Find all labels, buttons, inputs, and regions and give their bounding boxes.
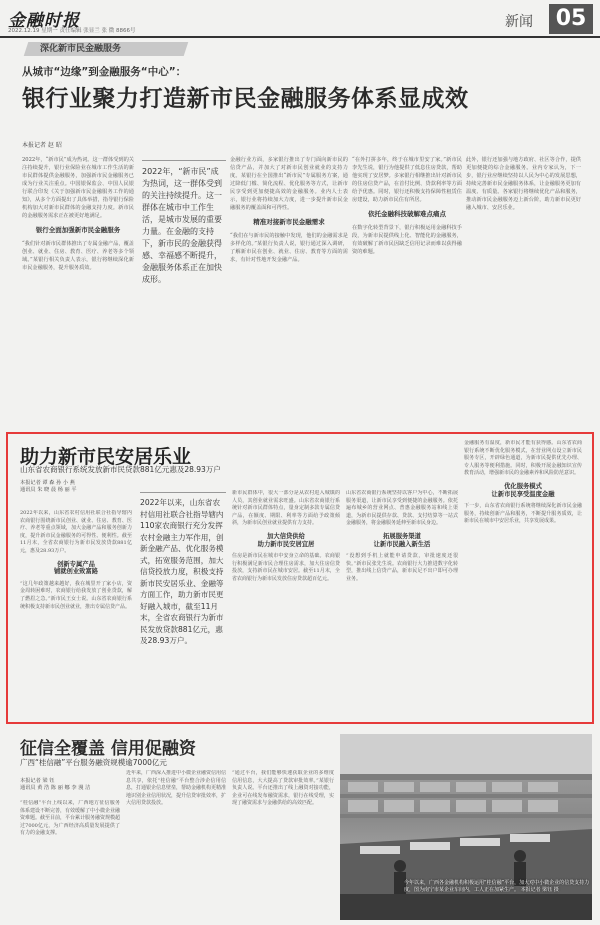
article3-column-1 <box>20 800 120 918</box>
article1-subhead-2: 精准对接新市民金融需求 <box>253 218 325 226</box>
article2-subhead-2: 加大信贷供给 助力新市民安居宜居 <box>257 532 315 548</box>
article1-paragraph: “我们在与新市民的接触中发现，他们的金融需求是多样化的。”某银行负责人说，银行通过深入调研，了解新市民在创业、就业、住房、教育等方面的需求，有针对性地开发金融产品。 <box>230 233 348 263</box>
article1-byline: 本报记者 赵 昭 <box>22 142 62 149</box>
page-number: 05 <box>549 4 593 34</box>
article2-subhead-3: 拓展服务渠道 让新市民融入新生活 <box>373 532 431 548</box>
article1-paragraph: 2022年，“新市民”成为热词。这一群体受到的关注持续提升，银行业保险业在城市工作生活的新市民群体提供金融服务，加强新市民金融服务已成为行业关注重点。中国银保监会、中国人民银行联合印发《关于加强新市民金融服务工作的通知》，从多个方面提出了具体举措，指导银行保险机构加大对新市民群体的金融支持力度。新市民的金融服务需求正在被更好地满足。 <box>22 157 134 219</box>
article2-paragraph: 金融服务有温度，新市民才能有获得感。山东省农商银行系统不断优化服务模式，在营业网点设立新市民服务专区，开辟绿色通道，为新市民提供优先办理、专人服务等便利措施。同时，积极开展金融知识宣传教育活动，增强新市民的金融素养和风险防范意识。 <box>464 440 582 477</box>
article1-subhead-3: 依托金融科技破解难点痛点 <box>368 210 446 218</box>
article1-subhead-1: 银行全面加强新市民金融服务 <box>35 226 121 234</box>
article2-column-1 <box>20 510 132 726</box>
article1-pullquote: 2022年，“新市民”成为热词，这一群体受到的关注持续提升。这一群体在城市中工作生活，是城市发展的重要力量。在金融的支持下，新市民的金融获得感、幸福感不断提升，金融服务体系正在加快成形。 <box>142 167 222 284</box>
article3-paragraph: 近年来，广西深入推进中小微企业融资信用信息共享，依托“桂信融”平台整合涉企信用信息，打通银企信息壁垒，帮助金融机构更精准地识别企业信用状况，提升信贷审批效率，扩大信用贷款投放。 <box>126 770 226 807</box>
article1-column-1 <box>22 156 134 428</box>
article1-paragraph: 此外，银行还加强与地方政府、社区等合作，提供更加便捷的综合金融服务。业内专家认为，下一步，银行业应继续坚持以人民为中心的发展思想，持续完善新市民金融服务体系，让金融服务更加有温度、有质量。各家银行将继续优化产品和服务，推动新市民金融服务迈上新台阶，助力新市民更好融入城市、安居乐业。 <box>466 157 581 211</box>
article2-paragraph: 下一步，山东省农商银行系统将继续深化新市民金融服务，持续创新产品和服务，不断提升服务质效，让新市民在城市中安居乐业，共享发展成果。 <box>464 503 582 525</box>
article2-paragraph: 山东省农商银行系统坚持以客户为中心，不断拓展服务渠道，让新市民享受到便捷的金融服务。依托遍布城乡的营业网点、普惠金融服务站和线上渠道，为新市民提供存款、贷款、支付结算等一站式金融服务，将金融服务延伸至新市民身边。 <box>346 490 458 527</box>
article2-column-2 <box>232 490 340 716</box>
article1-paragraph: 金融行业方面，多家银行推出了专门面向新市民的信贷产品，并加大了对新市民创业就业的支持力度。某银行在全国推出“新市民”专属服务方案，通过降低门槛、简化流程、优化服务等方式，让新市民享受到更加便捷高效的金融服务。业内人士表示，银行业将持续加大力度，进一步提升新市民金融服务的覆盖面和可得性。 <box>230 157 348 211</box>
article2-byline: 本报记者 谭 森 孙 小 燕 通讯员 朱 晓 晨 杨 丽 平 <box>20 480 77 493</box>
article1-headline: 银行业聚力打造新市民金融服务体系显成效 <box>22 86 469 112</box>
article3-byline: 本报记者 梁 钰 通讯员 黄 浩 陈 丽 娜 李 漫 洁 <box>20 778 91 791</box>
newspaper-logo: 金融时报 <box>8 11 80 31</box>
issue-meta: 2022.12.19 星期一 责任编辑 张显兰 张 微 8866号 <box>8 28 136 34</box>
article1-column-4 <box>466 156 581 428</box>
article1-paragraph: “我们针对新市民群体推出了专属金融产品，覆盖创业、就业、住房、教育、医疗、养老等多个领域。”某银行相关负责人表示，银行将继续深化新市民金融服务，提升服务质效。 <box>22 241 134 271</box>
article1-paragraph: “在外打拼多年，终于在城市里安了家。”新市民李先生说，银行为他提供了低息住房贷款，帮助他实现了安居梦。多家银行相继推出针对新市民的住房信贷产品，在首付比例、贷款利率等方面给予优惠。同时，银行还积极支持保障性租赁住房建设，助力新市民住有所居。 <box>352 157 462 203</box>
article3-paragraph: “通过平台，我们能够快速获取企业的多维度信用信息，大大提高了贷款审批效率。”某银行负责人说。平台还推出了线上融资对接功能，企业可在线发布融资需求，银行在线受理，实现了融资需求与金融供给的高效匹配。 <box>232 770 334 807</box>
photo-caption: 今年以来，广西各金融机构积极运用“桂信融”平台，加大对中小微企业的信贷支持力度，图为南宁市某企业车间内，工人正在加紧生产。 本报记者 梁钰 摄 <box>404 880 590 893</box>
article2-pullquote: 2022年以来，山东省农村信用社联合社指导辖内110家农商银行充分发挥农村金融主力军作用，创新金融产品、优化服务模式，拓宽服务范围，加大信贷投放力度，积极支持新市民安居乐业、金融等方面工作，助力新市民更好融入城市，截至11月末，全省农商银行为新市民发放贷款881亿元，惠及28.93万户。 <box>140 492 226 647</box>
article2-paragraph: “没想到手机上就能申请贷款，审批速度还很快。”新市民张先生说。农商银行大力推进数字化转型，推出线上信贷产品，新市民足不出户即可办理业务。 <box>346 553 458 582</box>
section-label: 新闻 <box>505 14 533 30</box>
article2-paragraph: 新市民群体中，很大一部分是从农村进入城镇的人员，其创业就业需求旺盛。山东省农商银行系统针对新市民群体特点，量身定制多款专属信贷产品，在额度、期限、利率等方面给予政策倾斜，为新市民创业就业提供有力支持。 <box>232 490 340 527</box>
factory-photo <box>340 734 592 920</box>
article1-column-3 <box>352 156 462 428</box>
article1-paragraph: 在数字化转型背景下，银行积极运用金融科技手段，为新市民提供线上化、智能化的金融服务，有效破解了新市民因缺乏信用记录而难以获得融资的难题。 <box>352 225 462 255</box>
article2-headline: 助力新市民安居乐业 <box>20 446 192 468</box>
article2-subheadline: 山东省农商银行系统发放新市民贷款881亿元惠及28.93万户 <box>20 465 221 474</box>
article3-column-3 <box>232 770 334 918</box>
article2-column-3 <box>346 490 458 716</box>
article2-paragraph: 2022年以来，山东省农村信用社联合社指导辖内农商银行围绕新市民创业、就业、住房、教育、医疗、养老等重点领域，加大金融产品和服务创新力度，提升新市民金融服务的可得性、便利性。截至11月末，全省农商银行为新市民发放贷款881亿元，惠及28.93万户。 <box>20 510 132 554</box>
article3-column-2 <box>126 770 226 918</box>
article2-column-4 <box>464 440 582 716</box>
pullquote-rule <box>142 160 226 161</box>
article3-headline: 征信全覆盖 信用促融资 <box>20 739 196 759</box>
article3-paragraph: “桂信融”平台上线以来，广西地方征信服务体系建设不断完善，有效缓解了中小微企业融资难题。截至目前，平台累计服务融资规模超过7000亿元，为广西经济高质量发展提供了有力的金融支撑。 <box>20 800 120 837</box>
article2-subhead-4: 优化服务模式 让新市民享受温度金融 <box>491 482 555 498</box>
article2-subhead-1: 创新专属产品 铺就创业致富路 <box>53 560 99 576</box>
article3-subheadline: 广西“桂信融”平台服务融资规模逾7000亿元 <box>20 758 167 767</box>
article2-paragraph: “这几年政策越来越好，我在城里开了家小店，资金周转困难时，农商银行给我发放了创业贷款，解了燃眉之急。”新市民王女士说。山东省农商银行系统积极支持新市民创业就业，推出专属信贷产品。 <box>20 580 132 610</box>
article2-paragraph: 住房是新市民在城市中安身立命的基础。农商银行积极满足新市民合理住房需求，加大住房信贷投放，支持新市民在城市安居。截至11月末，全省农商银行为新市民发放住房贷款超百亿元。 <box>232 553 340 582</box>
article1-kicker: 从城市“边缘”到金融服务“中心”： <box>22 66 187 78</box>
masthead <box>0 0 600 38</box>
article1-column-2 <box>230 156 348 428</box>
topic-banner <box>24 42 189 56</box>
topic-banner-label: 深化新市民金融服务 <box>40 44 122 54</box>
